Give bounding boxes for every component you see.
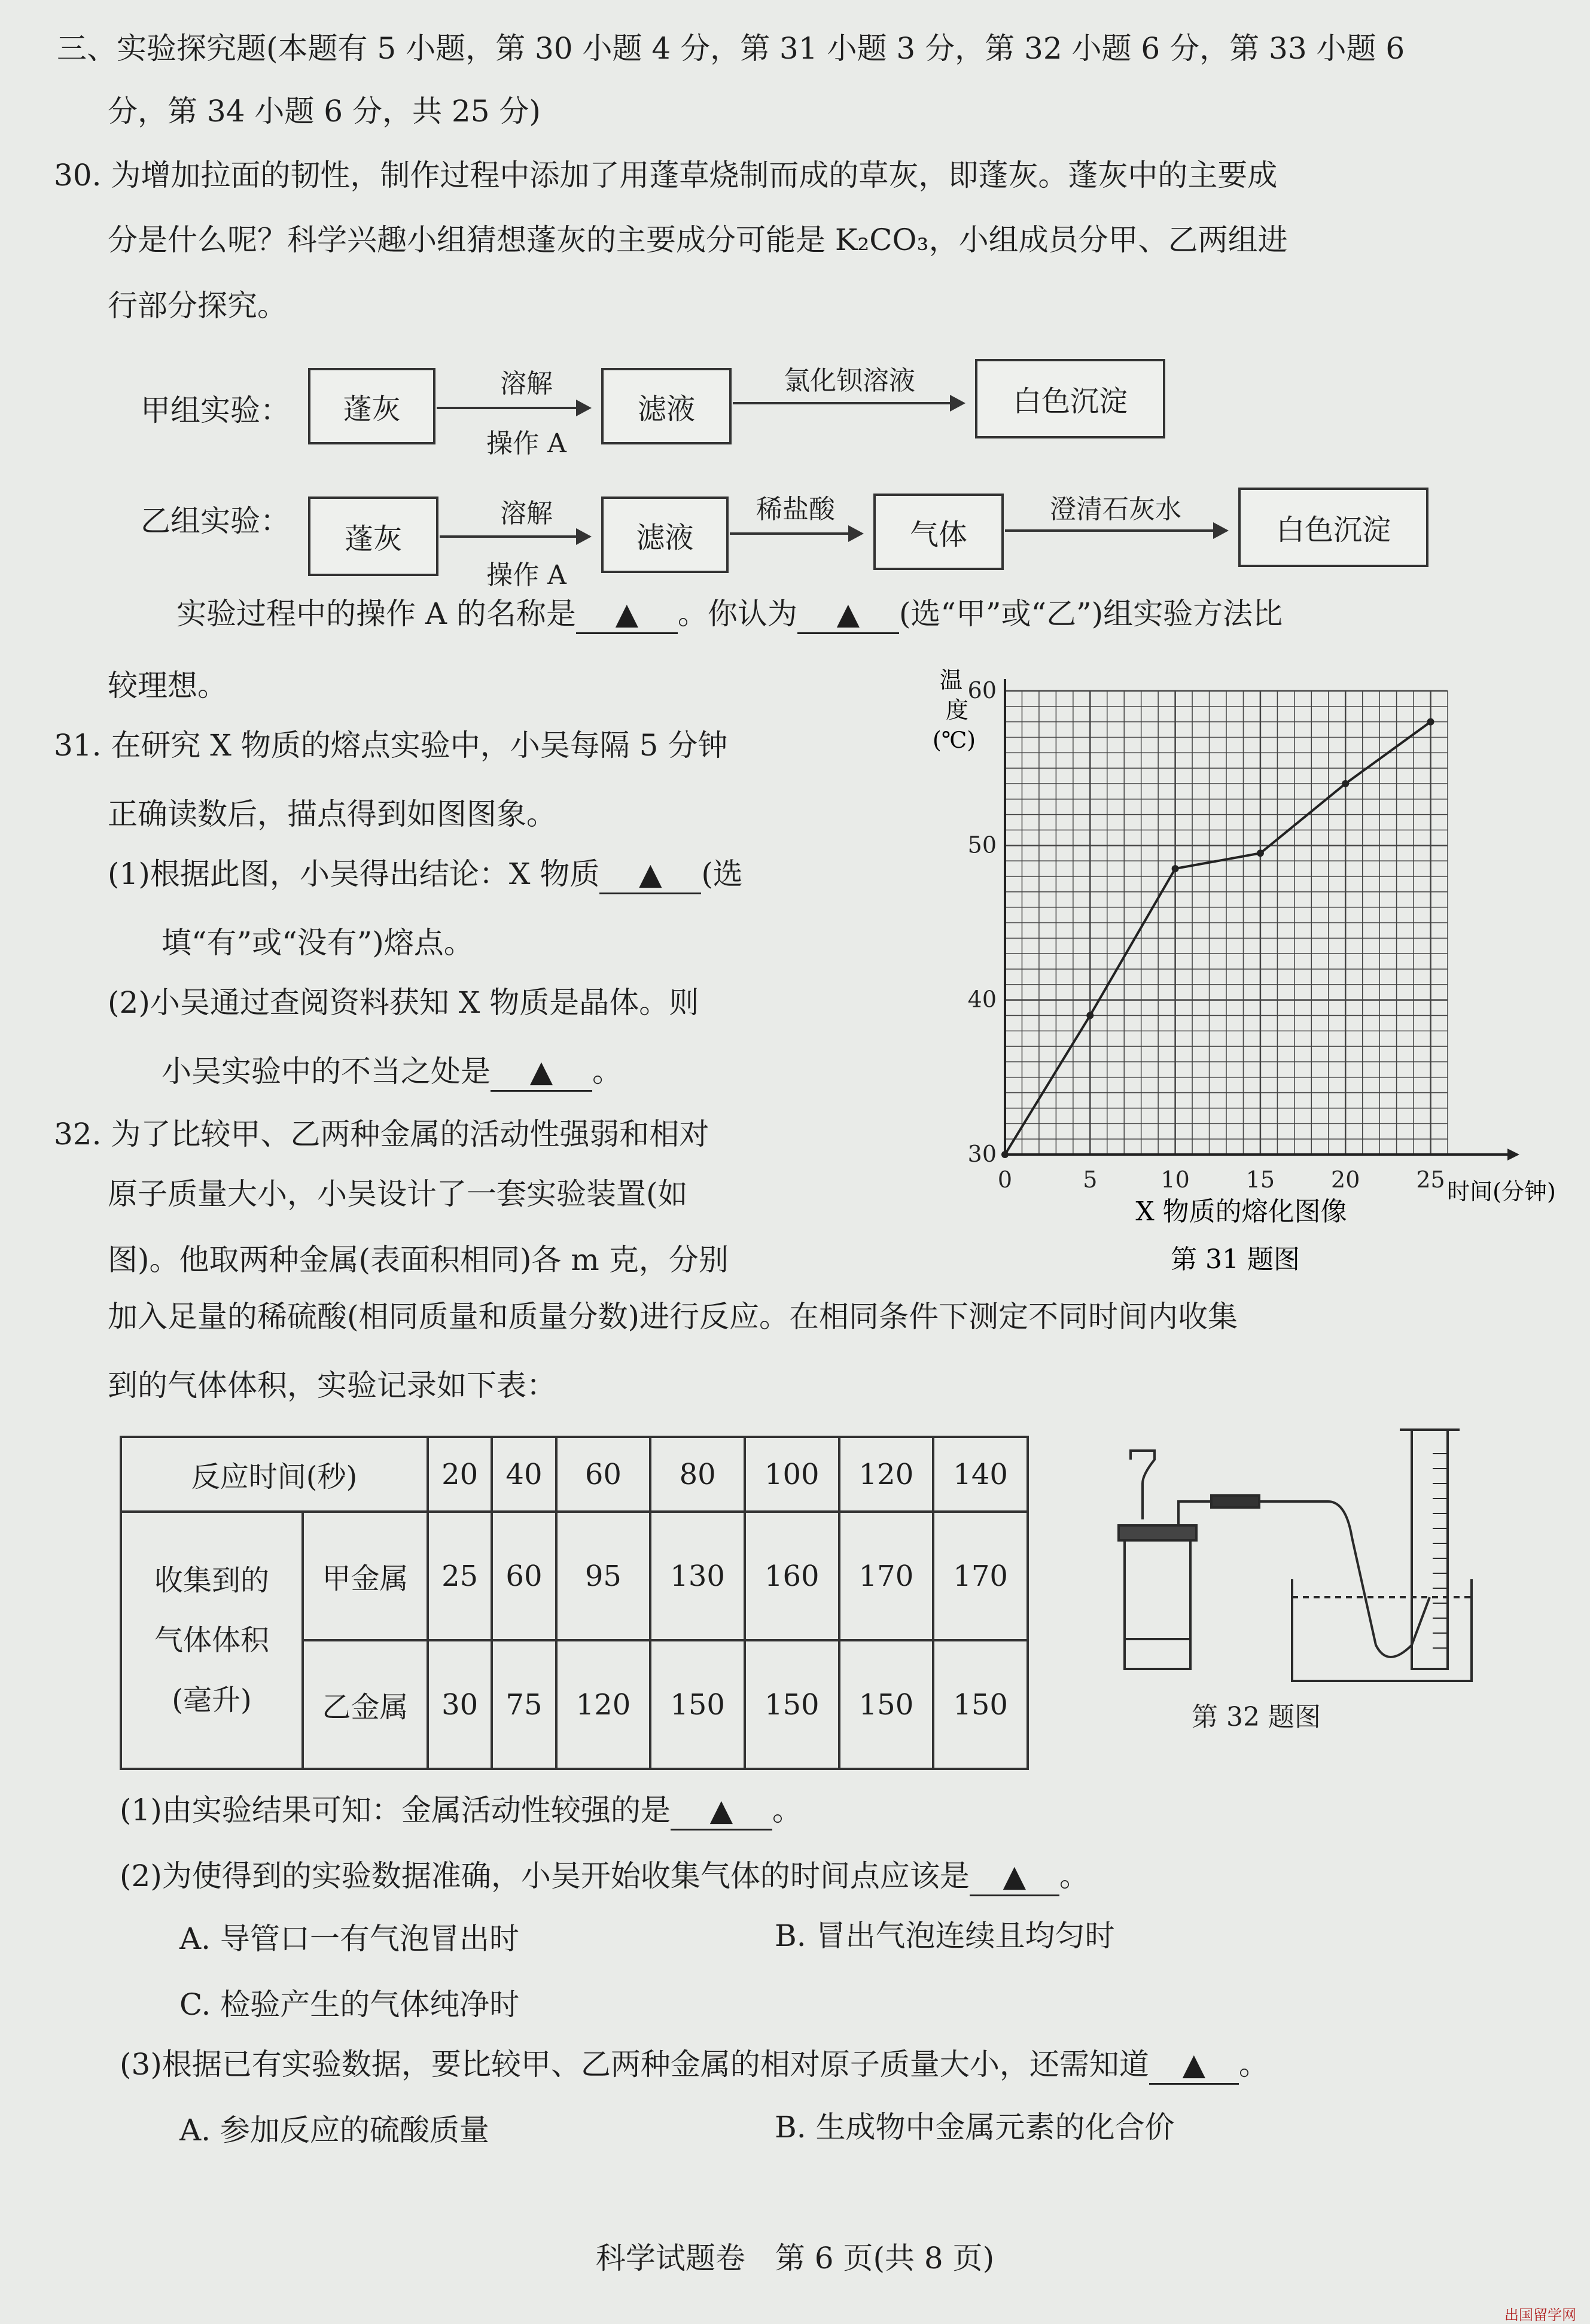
flow-a-arrow-2-top: 氯化钡溶液 [784,365,915,396]
table-row [121,1512,1028,1640]
time-cell: 140 [933,1437,1028,1512]
q31-line1: 31. 在研究 X 物质的熔点实验中，小吴每隔 5 分钟 [54,728,728,763]
chart-figure-label: 第 31 题图 [1171,1244,1300,1275]
value-cell: 30 [428,1640,492,1769]
flow-b-box-gas [873,494,1004,570]
q32-blank-3[interactable]: ▲ [1149,2046,1239,2085]
q30-line2: 分是什么呢？科学兴趣小组猜想蓬灰的主要成分可能是 K₂CO₃，小组成员分甲、乙两组进 [108,223,1288,257]
q32-option-a[interactable]: A. 导管口一有气泡冒出时 [179,1921,519,1956]
flow-b-arrow-2-top: 稀盐酸 [756,494,835,525]
apparatus-figure-label: 第 32 题图 [1192,1702,1321,1732]
flow-a-box-filtrate [601,368,732,444]
row-name: 乙金属 [303,1640,428,1769]
time-header: 反应时间(秒) [121,1437,428,1512]
cylinder-ticks [1433,1454,1446,1648]
flow-a-label: 甲组实验： [141,393,290,428]
q32-line2: 原子质量大小，小吴设计了一套实验装置(如 [108,1177,688,1211]
flow-a-arrow-2 [733,402,963,404]
funnel-icon [1131,1451,1155,1519]
flow-a-arrow-1-top: 溶解 [500,368,553,399]
chart-ylabel-1: 温 [939,667,963,693]
q31-blank-2[interactable]: ▲ [491,1053,592,1092]
q30-blank-2[interactable]: ▲ [797,595,899,634]
q32-p3-a: (3)根据已有实验数据，要比较甲、乙两种金属的相对原子质量大小，还需知道 [120,2047,1149,2082]
flask-icon [1125,1537,1190,1669]
time-cell: 120 [839,1437,934,1512]
data-point [1086,1012,1093,1019]
flow-b-box-ash-text: 蓬灰 [344,522,402,556]
flow-b-label: 乙组实验： [141,504,290,538]
q31-p1-line2: 填“有”或“没有”)熔点。 [162,925,474,960]
q31-blank-1[interactable]: ▲ [599,855,701,894]
time-cell: 40 [492,1437,556,1512]
q31-p1-line1 [108,855,743,894]
q32-line1: 32. 为了比较甲、乙两种金属的活动性强弱和相对 [54,1117,709,1152]
value-cell: 170 [933,1512,1028,1640]
flow-a-box-ash [308,368,435,444]
data-point [1427,718,1434,726]
section-header-line1: 三、实验探究题(本题有 5 小题，第 30 小题 4 分，第 31 小题 3 分，第 32 小题 6 分，第 33 小题 6 [57,31,1405,66]
y-tick-label: 40 [967,986,997,1013]
chart-ylabel-unit: (℃) [932,727,976,753]
time-cell: 20 [428,1437,492,1512]
value-cell: 150 [839,1640,934,1769]
value-cell: 25 [428,1512,492,1640]
chart-ylabel-2: 度 [945,697,969,723]
group-label-3: (毫升) [172,1683,252,1717]
q32-p3-option-a[interactable]: A. 参加反应的硫酸质量 [179,2113,489,2148]
q30-ask-part2: 。你认为 [677,596,797,631]
section-header-line2: 分，第 34 小题 6 分，共 25 分) [108,94,541,129]
q32-line5: 到的气体体积，实验记录如下表： [108,1368,556,1403]
chart-xlabel: 时间(分钟) [1447,1178,1556,1205]
value-cell: 75 [492,1640,556,1769]
group-label-2: 气体体积 [154,1624,269,1657]
value-cell: 150 [933,1640,1028,1769]
flow-b-box-gas-text: 气体 [909,517,967,552]
flow-a-box-precipitate [975,359,1165,438]
q30-line1: 30. 为增加拉面的韧性，制作过程中添加了用蓬草烧制而成的草灰，即蓬灰。蓬灰中的主要成 [54,158,1278,193]
flow-b-box-filtrate-text: 滤液 [636,520,694,555]
beaker-icon [1292,1579,1472,1681]
x-tick-label: 0 [997,1166,1013,1193]
flow-b-box-precipitate [1238,488,1428,567]
q32-p2 [120,1857,1089,1896]
q32-p3-b: 。 [1238,2047,1269,2082]
value-cell: 60 [492,1512,556,1640]
x-tick-label: 10 [1160,1166,1190,1193]
y-tick-label: 50 [967,831,997,858]
flow-a-box-precipitate-text: 白色沉淀 [1012,385,1128,418]
apparatus-drawing [1119,1430,1472,1681]
apparatus-figure [1107,1418,1490,1732]
table-header-row [121,1437,1028,1512]
flow-a-arrow-1-bottom: 操作 A [486,428,566,459]
q32-line3: 图)。他取两种金属(表面积相同)各 m 克，分别 [108,1242,729,1277]
data-point [1257,849,1264,857]
data-point [1172,865,1179,872]
q32-p2-b: 。 [1059,1859,1089,1893]
value-cell: 150 [650,1640,745,1769]
flow-b-arrow-1 [440,535,589,538]
q32-line4: 加入足量的稀硫酸(相同质量和质量分数)进行反应。在相同条件下测定不同时间内收集 [108,1299,1238,1334]
flow-b-arrow-3-top: 澄清石灰水 [1050,494,1181,525]
value-cell: 130 [650,1512,745,1640]
chart-grid [1005,691,1448,1155]
chart-title: X 物质的熔化图像 [1135,1196,1347,1227]
group-label [121,1512,303,1769]
q31-p2-b: 。 [592,1054,622,1089]
value-cell: 120 [556,1640,651,1769]
q32-p1-a: (1)由实验结果可知：金属活动性较强的是 [120,1793,671,1827]
row-name: 甲金属 [303,1512,428,1640]
q31-line2: 正确读数后，描点得到如图图象。 [108,797,556,831]
q30-line3: 行部分探究。 [108,288,287,323]
rubber-tube-icon [1211,1495,1259,1507]
flow-b-box-precipitate-text: 白色沉淀 [1275,513,1391,547]
x-axis-arrow [1507,1149,1519,1161]
flow-a-arrow-1 [437,407,589,409]
time-cell: 80 [650,1437,745,1512]
q31-p2-line1: (2)小吴通过查阅资料获知 X 物质是晶体。则 [108,985,699,1020]
q32-option-c[interactable]: C. 检验产生的气体纯净时 [179,1987,520,2022]
data-point [1001,1151,1009,1158]
flow-b-arrow-1-bottom: 操作 A [486,560,566,590]
q30-ask-line1 [176,595,1283,634]
q32-option-b[interactable]: B. 冒出气泡连续且均匀时 [775,1918,1115,1953]
q30-ask-part3: (选“甲”或“乙”)组实验方法比 [898,596,1283,631]
flow-b-box-ash [308,497,438,576]
watermark: 出国留学网 [1504,2307,1576,2323]
data-point [1342,780,1349,787]
q31-p1-b: (选 [701,857,743,891]
q32-p2-a: (2)为使得到的实验数据准确，小吴开始收集气体的时间点应该是 [120,1859,970,1893]
q32-p3-option-b[interactable]: B. 生成物中金属元素的化合价 [775,2110,1175,2145]
delivery-tube-icon [1178,1501,1430,1657]
flow-b-arrow-2 [730,532,861,535]
q30-blank-1[interactable]: ▲ [576,595,678,634]
time-cell: 100 [745,1437,839,1512]
q32-blank-2[interactable]: ▲ [970,1857,1059,1896]
q32-blank-1[interactable]: ▲ [671,1792,772,1830]
melting-chart [909,661,1556,1295]
flow-b-arrow-1-top: 溶解 [500,498,553,529]
y-tick-label: 60 [967,677,997,703]
flow-b-arrow-3 [1005,529,1226,532]
stopper-icon [1119,1525,1196,1540]
flow-a-box-ash-text: 蓬灰 [343,392,401,426]
flow-a-box-filtrate-text: 滤液 [637,392,695,426]
q32-p1 [120,1792,802,1830]
time-cell: 60 [556,1437,651,1512]
q31-p2-line2 [162,1053,622,1092]
q30-ask-line2: 较理想。 [108,668,227,703]
x-tick-label: 25 [1416,1166,1445,1193]
x-tick-label: 5 [1083,1166,1098,1193]
q31-p1-a: (1)根据此图，小吴得出结论：X 物质 [108,857,600,891]
value-cell: 160 [745,1512,839,1640]
gas-volume-table [120,1436,1029,1770]
q32-p3 [120,2046,1269,2085]
q32-p1-b: 。 [772,1793,802,1827]
q30-ask-part1: 实验过程中的操作 A 的名称是 [176,596,576,631]
y-tick-label: 30 [967,1141,997,1167]
page-footer: 科学试题卷 第 6 页(共 8 页) [595,2241,995,2276]
flow-b-box-filtrate [601,497,729,573]
x-tick-label: 20 [1331,1166,1360,1193]
value-cell: 95 [556,1512,651,1640]
value-cell: 150 [745,1640,839,1769]
value-cell: 170 [839,1512,934,1640]
group-label-1: 收集到的 [154,1564,269,1597]
q31-p2-a: 小吴实验中的不当之处是 [162,1054,491,1089]
x-tick-label: 15 [1245,1166,1275,1193]
